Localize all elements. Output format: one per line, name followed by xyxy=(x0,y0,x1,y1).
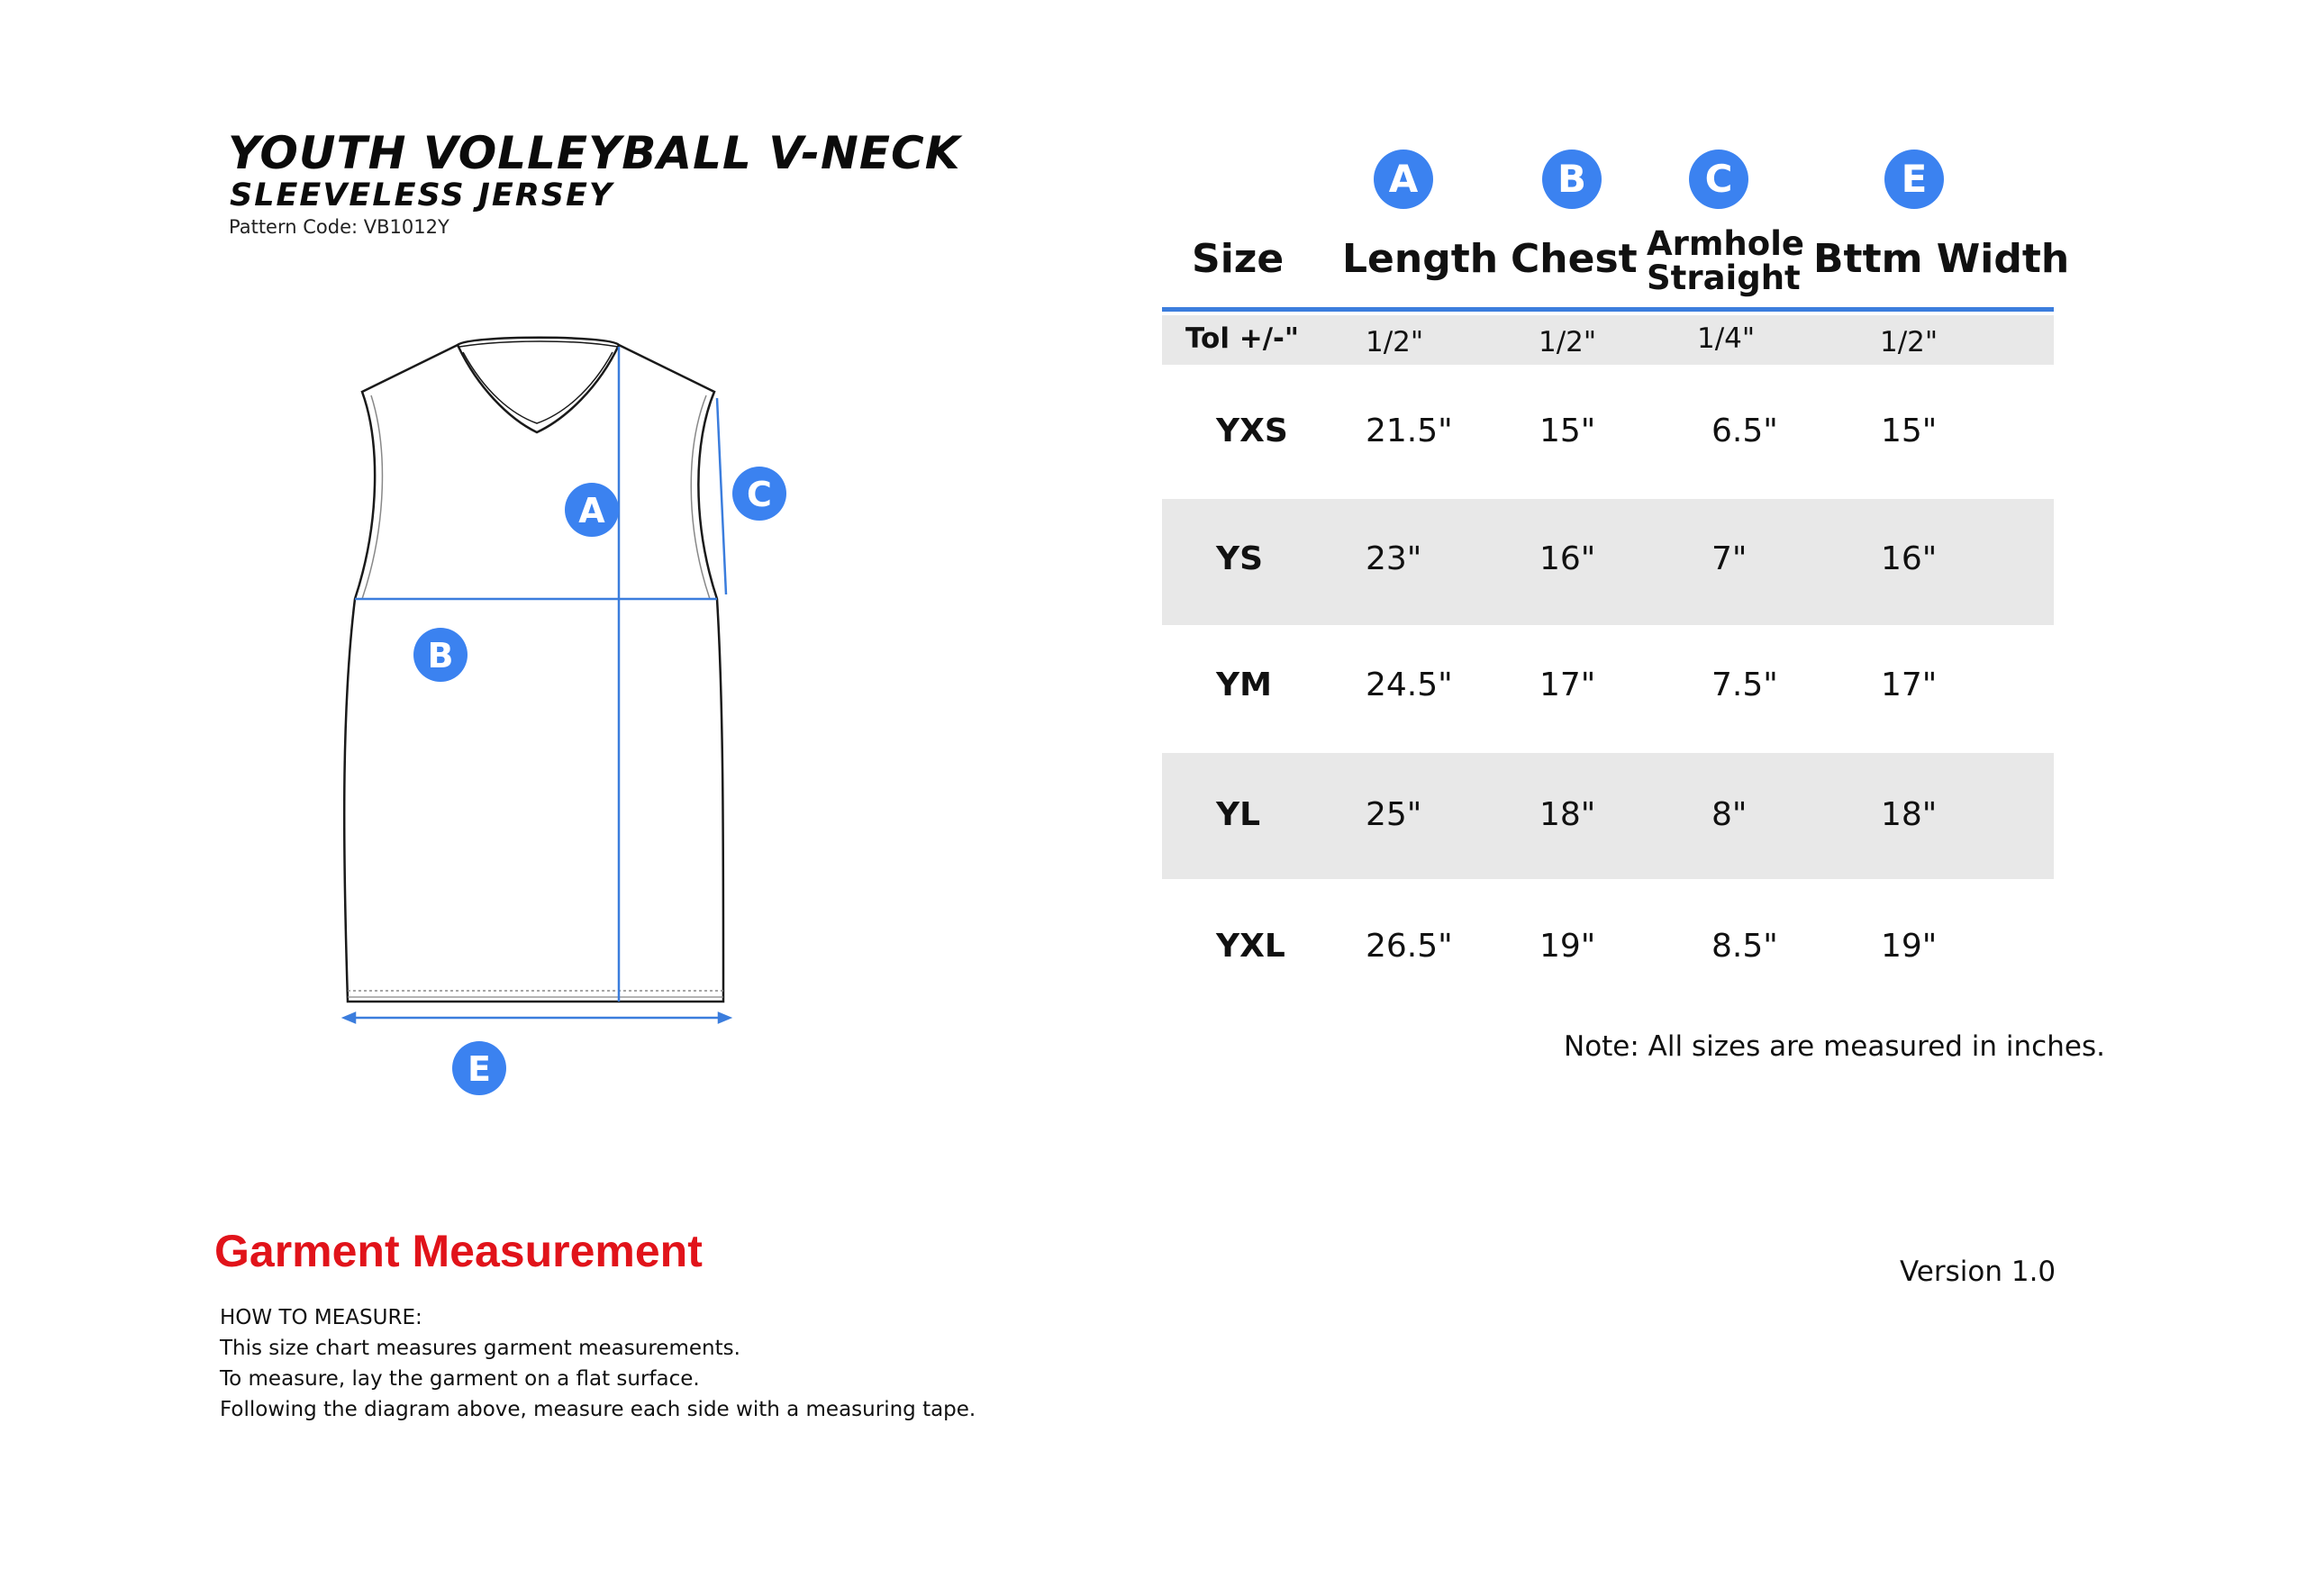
how-to-line: Following the diagram above, measure each side with a measuring tape. xyxy=(220,1398,976,1421)
badge-c xyxy=(732,467,786,521)
arrow-e-right-icon xyxy=(719,1013,730,1022)
column-badge-e: E xyxy=(1884,150,1944,209)
row-length: 24.5" xyxy=(1366,667,1453,703)
row-size: YXL xyxy=(1216,928,1285,965)
row-chest: 16" xyxy=(1539,540,1596,577)
how-to-measure-heading: HOW TO MEASURE: xyxy=(220,1306,422,1329)
row-armhole: 7.5" xyxy=(1711,667,1778,703)
row-armhole: 8" xyxy=(1711,796,1748,833)
tolerance-length: 1/2" xyxy=(1366,326,1424,358)
row-chest: 19" xyxy=(1539,928,1596,965)
header-bottom-width: Bttm Width xyxy=(1813,236,2070,282)
pattern-code: Pattern Code: VB1012Y xyxy=(229,216,449,238)
table-row xyxy=(1162,753,2054,879)
table-row xyxy=(1162,625,2054,753)
row-armhole: 8.5" xyxy=(1711,928,1778,965)
armhole-line-c xyxy=(717,398,726,594)
row-size: YS xyxy=(1216,540,1263,577)
row-length: 23" xyxy=(1366,540,1422,577)
tolerance-bottom-width: 1/2" xyxy=(1880,326,1938,358)
arrow-e-left-icon xyxy=(344,1013,355,1022)
header-armhole-line1: Armhole xyxy=(1647,224,1804,263)
column-badge-c: C xyxy=(1689,150,1748,209)
row-bottom-width: 15" xyxy=(1881,413,1938,449)
header-armhole-line2: Straight xyxy=(1647,258,1801,297)
row-bottom-width: 18" xyxy=(1881,796,1938,833)
header-armhole xyxy=(1647,224,1804,297)
header-length: Length xyxy=(1342,236,1499,282)
tolerance-chest: 1/2" xyxy=(1539,326,1597,358)
how-to-line: This size chart measures garment measurements. xyxy=(220,1337,740,1360)
title-line-2: SLEEVELESS JERSEY xyxy=(230,177,614,213)
table-row xyxy=(1162,499,2054,625)
column-badge-a: A xyxy=(1374,150,1433,209)
table-row xyxy=(1162,879,2054,1014)
table-row xyxy=(1162,365,2054,482)
header-rule xyxy=(1162,307,2054,312)
measure-lines xyxy=(344,347,730,1022)
garment-measurement-title: Garment Measurement xyxy=(214,1226,703,1276)
row-size: YL xyxy=(1216,796,1261,833)
measurement-note: Note: All sizes are measured in inches. xyxy=(1564,1030,2105,1063)
row-bottom-width: 17" xyxy=(1881,667,1938,703)
svg-text:E: E xyxy=(468,1049,491,1089)
header-chest: Chest xyxy=(1511,236,1638,282)
row-size: YM xyxy=(1216,667,1272,703)
title-line-1: YOUTH VOLLEYBALL V-NECK xyxy=(228,127,961,179)
badge-b xyxy=(413,628,468,682)
row-armhole: 6.5" xyxy=(1711,413,1778,449)
svg-text:C: C xyxy=(747,475,772,514)
row-bottom-width: 19" xyxy=(1881,928,1938,965)
svg-text:B: B xyxy=(427,636,454,676)
column-badge-b: B xyxy=(1542,150,1602,209)
jersey-outline xyxy=(344,338,723,1002)
tolerance-row xyxy=(1162,315,2054,365)
row-length: 26.5" xyxy=(1366,928,1453,965)
version-label: Version 1.0 xyxy=(1900,1256,2056,1288)
row-length: 25" xyxy=(1366,796,1422,833)
row-chest: 15" xyxy=(1539,413,1596,449)
jersey-diagram xyxy=(324,324,829,1117)
row-length: 21.5" xyxy=(1366,413,1453,449)
row-size: YXS xyxy=(1216,413,1288,449)
badge-e xyxy=(452,1041,506,1095)
badge-a xyxy=(565,483,619,537)
row-bottom-width: 16" xyxy=(1881,540,1938,577)
row-armhole: 7" xyxy=(1711,540,1748,577)
how-to-line: To measure, lay the garment on a flat surface. xyxy=(220,1367,700,1391)
tolerance-label: Tol +/-" xyxy=(1185,322,1300,355)
row-chest: 18" xyxy=(1539,796,1596,833)
svg-text:A: A xyxy=(578,491,605,530)
header-size: Size xyxy=(1192,236,1285,282)
tolerance-armhole: 1/4" xyxy=(1697,322,1756,355)
row-chest: 17" xyxy=(1539,667,1596,703)
